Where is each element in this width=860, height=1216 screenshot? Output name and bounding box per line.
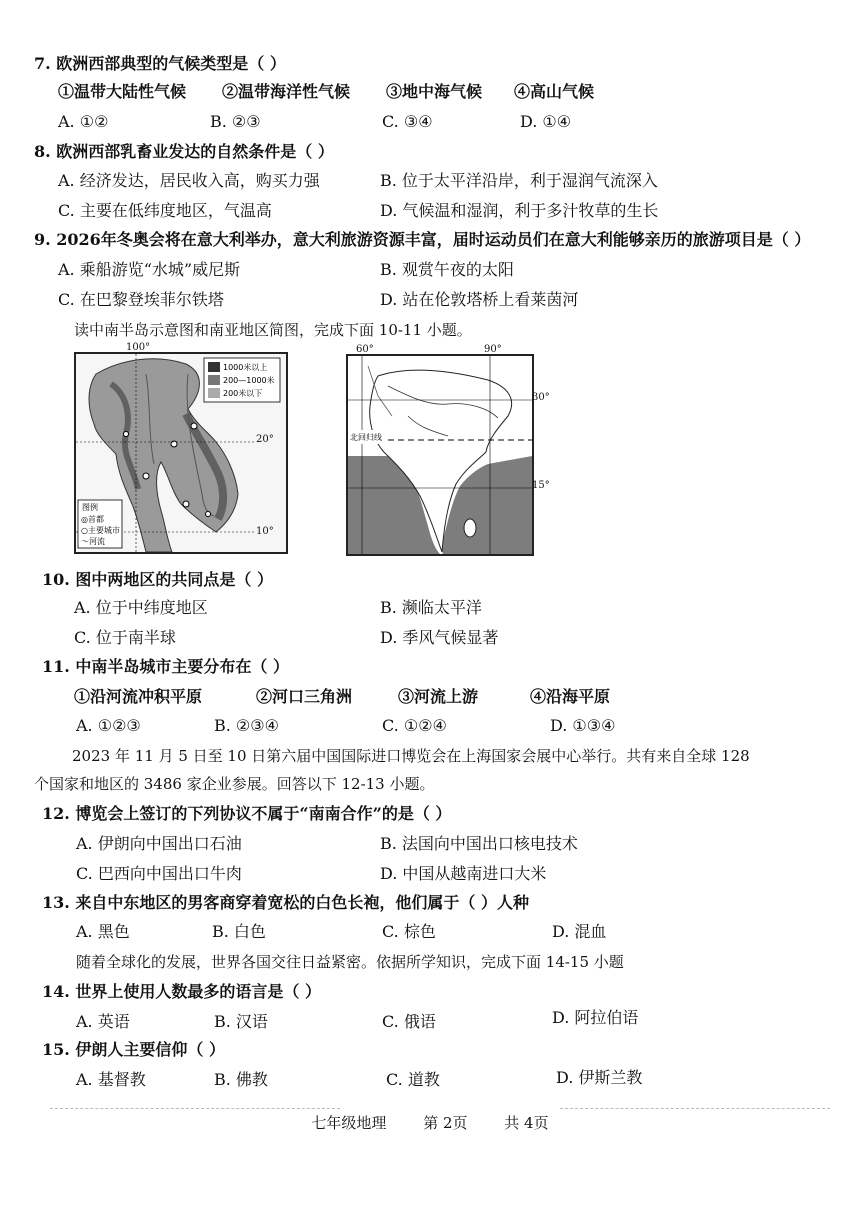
q9-option-a: A. 乘船游览“水城”威尼斯: [58, 260, 241, 279]
indochina-map-graphic: [76, 354, 286, 552]
legend-river: 〜河流: [81, 537, 105, 546]
q7-item-4: ④高山气候: [514, 82, 595, 101]
intro-10-11: 读中南半岛示意图和南亚地区简图，完成下面 10-11 小题。: [74, 321, 472, 339]
footer-divider-right: [560, 1108, 830, 1109]
intro-12-13-line1: 2023 年 11 月 5 日至 10 日第六届中国国际进口博览会在上海国家会展中心举行。共有来自全球 128: [72, 747, 750, 765]
map2-lon-60: 60°: [356, 344, 374, 355]
q10-option-c: C. 位于南半球: [74, 628, 176, 647]
intro-12-13-line2: 个国家和地区的 3486 家企业参展。回答以下 12-13 小题。: [34, 775, 435, 793]
q7-option-a: A. ①②: [58, 112, 109, 131]
capital-marker: [143, 473, 149, 479]
q10-option-d: D. 季风气候显著: [380, 628, 499, 647]
q8-stem: 8. 欧洲西部乳畜业发达的自然条件是（ ）: [34, 142, 334, 161]
legend-capital: ◎首都: [81, 515, 104, 524]
south-asia-map-graphic: [348, 356, 532, 554]
map2-lon-90: 90°: [484, 344, 502, 355]
q12-stem: 12. 博览会上签订的下列协议不属于“南南合作”的是（ ）: [42, 804, 452, 823]
q7-option-b: B. ②③: [210, 112, 261, 131]
capital-marker: [183, 501, 189, 507]
q7-option-d: D. ①④: [520, 112, 572, 131]
map1-lon-label: 100°: [126, 342, 151, 353]
legend-city: ○主要城市: [81, 526, 120, 535]
q11-stem: 11. 中南半岛城市主要分布在（ ）: [42, 657, 289, 676]
q15-option-b: B. 佛教: [214, 1070, 268, 1089]
q14-option-a: A. 英语: [76, 1012, 130, 1031]
q7-item-2: ②温带海洋性气候: [222, 82, 351, 101]
legend-swatch-low: [208, 388, 220, 398]
q10-stem: 10. 图中两地区的共同点是（ ）: [42, 570, 273, 589]
q12-option-c: C. 巴西向中国出口牛肉: [76, 864, 242, 883]
footer-total: 共 4页: [504, 1114, 549, 1132]
q15-option-c: C. 道教: [386, 1070, 440, 1089]
q11-option-b: B. ②③④: [214, 716, 279, 735]
q14-option-c: C. 俄语: [382, 1012, 436, 1031]
q11-option-a: A. ①②③: [76, 716, 141, 735]
q14-option-b: B. 汉语: [214, 1012, 268, 1031]
map1-lat-10: 10°: [256, 526, 274, 537]
q13-option-b: B. 白色: [212, 922, 266, 941]
q11-option-d: D. ①③④: [550, 716, 616, 735]
q11-item-2: ②河口三角洲: [256, 687, 353, 706]
q11-item-3: ③河流上游: [398, 687, 479, 706]
legend-swatch-mid: [208, 375, 220, 385]
sri-lanka: [464, 519, 476, 537]
q12-option-a: A. 伊朗向中国出口石油: [76, 834, 242, 853]
page-footer: [0, 1112, 860, 1133]
capital-marker: [191, 423, 197, 429]
q8-option-d: D. 气候温和湿润，利于多汁牧草的生长: [380, 201, 659, 220]
map1-lat-20: 20°: [256, 434, 274, 445]
q13-option-a: A. 黑色: [76, 922, 130, 941]
q14-option-d: D. 阿拉伯语: [552, 1008, 639, 1027]
south-asia-map: [346, 354, 534, 556]
q9-option-d: D. 站在伦敦塔桥上看莱茵河: [380, 290, 579, 309]
tropic-of-cancer-label: 北回归线: [350, 433, 382, 442]
footer-subject: 七年级地理: [311, 1114, 387, 1132]
city-marker: [206, 512, 211, 517]
q10-option-b: B. 濒临太平洋: [380, 598, 482, 617]
footer-page: 第 2页: [423, 1114, 468, 1132]
legend-high-label: 1000米以上: [223, 363, 268, 372]
q8-option-c: C. 主要在低纬度地区，气温高: [58, 201, 272, 220]
q9-stem: 9. 2026年冬奥会将在意大利举办，意大利旅游资源丰富，届时运动员们在意大利能够亲历的旅游项目是（ ）: [34, 230, 811, 249]
q11-item-1: ①沿河流冲积平原: [74, 687, 203, 706]
q7-stem: 7. 欧洲西部典型的气候类型是（ ）: [34, 54, 286, 73]
q15-option-a: A. 基督教: [76, 1070, 146, 1089]
q9-option-c: C. 在巴黎登埃菲尔铁塔: [58, 290, 224, 309]
q12-option-d: D. 中国从越南进口大米: [380, 864, 547, 883]
q11-option-c: C. ①②④: [382, 716, 447, 735]
q13-stem: 13. 来自中东地区的男客商穿着宽松的白色长袍，他们属于（ ）人种: [42, 893, 529, 912]
q15-option-d: D. 伊斯兰教: [556, 1068, 643, 1087]
q10-option-a: A. 位于中纬度地区: [74, 598, 208, 617]
q9-option-b: B. 观赏午夜的太阳: [380, 260, 514, 279]
legend-swatch-high: [208, 362, 220, 372]
intro-14-15: 随着全球化的发展，世界各国交往日益紧密。依据所学知识，完成下面 14-15 小题: [76, 953, 624, 971]
q7-option-c: C. ③④: [382, 112, 433, 131]
q14-stem: 14. 世界上使用人数最多的语言是（ ）: [42, 982, 321, 1001]
q8-option-a: A. 经济发达，居民收入高，购买力强: [58, 171, 320, 190]
q13-option-c: C. 棕色: [382, 922, 436, 941]
legend-low-label: 200米以下: [223, 389, 263, 398]
q12-option-b: B. 法国向中国出口核电技术: [380, 834, 578, 853]
legend-title: 图例: [82, 503, 98, 512]
indochina-map: [74, 352, 288, 554]
q7-item-1: ①温带大陆性气候: [58, 82, 187, 101]
q15-stem: 15. 伊朗人主要信仰（ ）: [42, 1040, 225, 1059]
footer-divider-left: [50, 1108, 340, 1109]
legend-mid-label: 200—1000米: [223, 376, 275, 385]
q13-option-d: D. 混血: [552, 922, 607, 941]
map2-lat-15: 15°: [532, 480, 550, 491]
q8-option-b: B. 位于太平洋沿岸，利于湿润气流深入: [380, 171, 658, 190]
q11-item-4: ④沿海平原: [530, 687, 611, 706]
city-marker: [124, 432, 129, 437]
map2-lat-30: 30°: [532, 392, 550, 403]
q7-item-3: ③地中海气候: [386, 82, 483, 101]
